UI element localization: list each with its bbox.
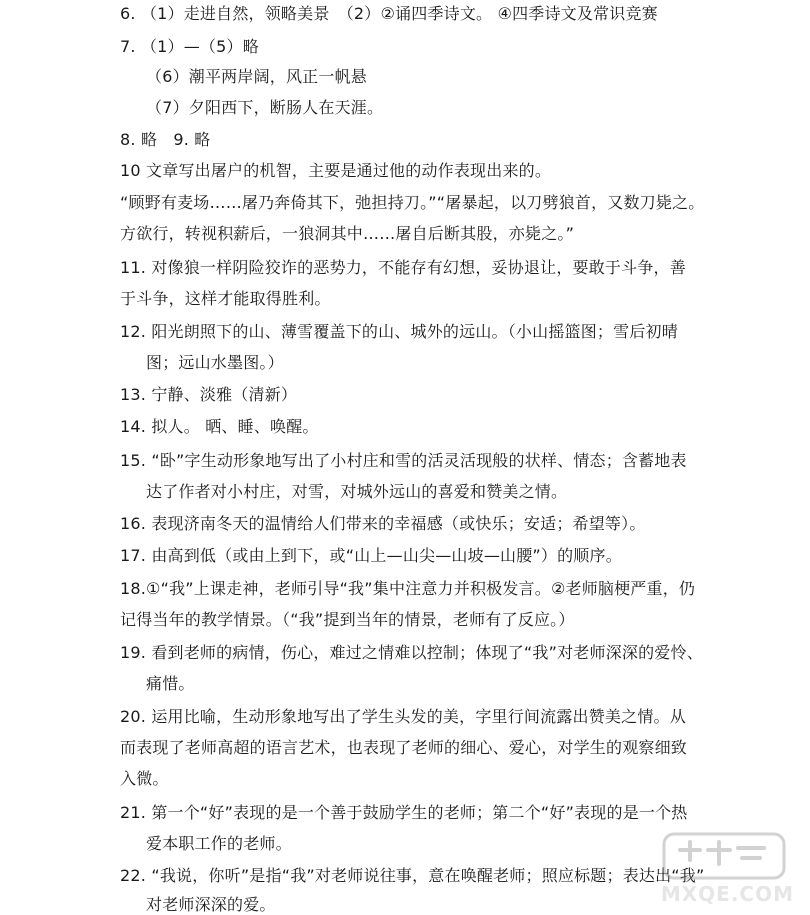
answer-20-cont: 而表现了老师高超的语言艺术，也表现了老师的细心、爱心，对学生的观察细致 [120, 738, 688, 757]
answer-20-cont-2: 入微。 [120, 769, 169, 788]
answer-19: 19. 看到老师的病情，伤心，难过之情难以控制；体现了“我”对老师深深的爱怜、 [120, 643, 703, 662]
answer-18: 18.①“我”上课走神，老师引导“我”集中注意力并积极发言。②老师脑梗严重，仍 [120, 579, 696, 598]
answer-7-6: （6）潮平两岸阔，风正一帆悬 [146, 67, 367, 86]
answer-14: 14. 拟人。 晒、睡、唤醒。 [120, 417, 319, 436]
answer-10: 10 文章写出屠户的机智，主要是通过他的动作表现出来的。 [120, 161, 552, 180]
answer-12-cont: 图；远山水墨图。） [146, 353, 284, 372]
answer-18-cont: 记得当年的教学情景。（“我”提到当年的情景，老师有了反应。） [120, 610, 575, 629]
answer-21: 21. 第一个“好”表现的是一个善于鼓励学生的老师；第二个“好”表现的是一个热 [120, 803, 688, 822]
answer-13: 13. 宁静、淡雅（清新） [120, 385, 298, 404]
answer-12: 12. 阳光朗照下的山、薄雪覆盖下的山、城外的远山。（小山摇篮图；雪后初晴 [120, 322, 678, 341]
answer-15: 15. “卧”字生动形象地写出了小村庄和雪的活灵活现般的状样、情态；含蓄地表 [120, 451, 687, 470]
watermark-url: MXQE.COM [660, 882, 794, 906]
answer-6: 6. （1）走进自然，领略美景 （2）②诵四季诗文。 ④四季诗文及常识竞赛 [120, 4, 658, 23]
answer-17: 17. 由高到低（或由上到下，或“山上—山尖—山坡—山腰”）的顺序。 [120, 546, 622, 565]
answer-19-cont: 痛惜。 [146, 674, 195, 693]
answer-21-cont: 爱本职工作的老师。 [146, 834, 292, 853]
answer-7-7: （7）夕阳西下，断肠人在天涯。 [146, 98, 384, 117]
answer-10-quote-1: “顾野有麦场……屠乃奔倚其下，弛担持刀。”“屠暴起，以刀劈狼首，又数刀毙之。 [120, 193, 705, 212]
answer-10-quote-2: 方欲行，转视积薪后，一狼洞其中……屠自后断其股，亦毙之。” [120, 224, 575, 243]
answer-8-9: 8. 略 9. 略 [120, 130, 211, 149]
answer-22-cont: 对老师深深的爱。 [146, 895, 276, 914]
answer-15-cont: 达了作者对小村庄，对雪，对城外远山的喜爱和赞美之情。 [146, 482, 568, 501]
answer-16: 16. 表现济南冬天的温情给人们带来的幸福感（或快乐；安适；希望等）。 [120, 514, 646, 533]
answer-11-cont: 于斗争，这样才能取得胜利。 [120, 289, 331, 308]
watermark-logo [650, 828, 800, 908]
answer-7: 7. （1）—（5）略 [120, 37, 259, 56]
answer-11: 11. 对像狼一样阴险狡诈的恶势力，不能存有幻想，妥协退让，要敢于斗争，善 [120, 258, 686, 277]
answer-20: 20. 运用比喻，生动形象地写出了学生头发的美，字里行间流露出赞美之情。从 [120, 707, 686, 726]
answer-22: 22. “我说，你听”是指“我”对老师说往事，意在唤醒老师；照应标题；表达出“我” [120, 866, 705, 885]
